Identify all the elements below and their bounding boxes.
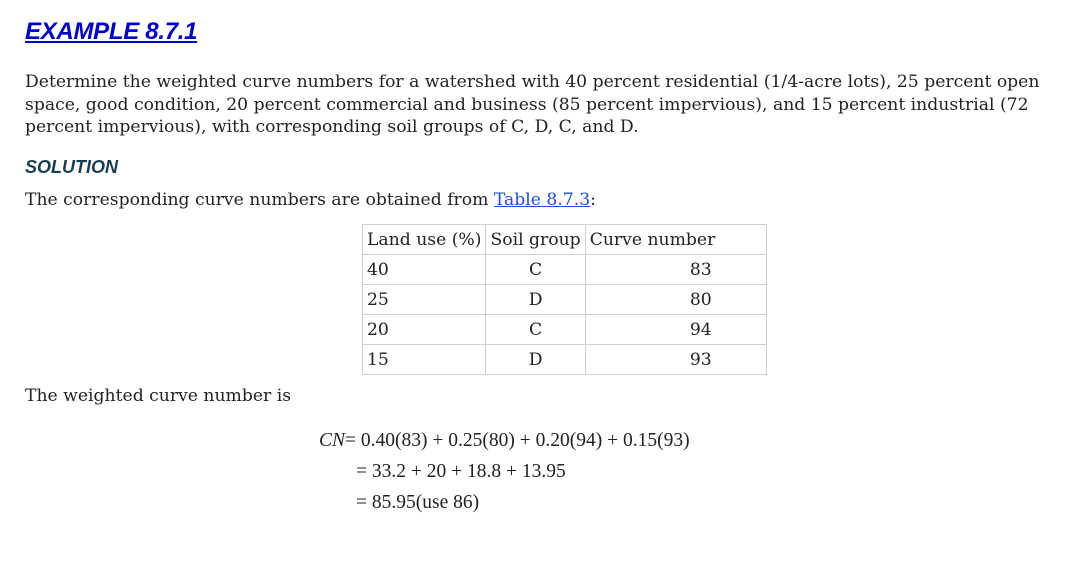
equation-line-1-rhs: = 0.40(83) + 0.25(80) + 0.20(94) + 0.15(93) (345, 430, 690, 451)
equation-line-3: = 85.95(use 86) (356, 492, 480, 513)
cell-soil-group: D (486, 285, 585, 315)
cell-curve-number: 93 (585, 345, 766, 375)
weighted-lead-text: The weighted curve number is (25, 386, 292, 406)
header-curve-number: Curve number (585, 225, 766, 255)
table-header-row (363, 225, 767, 255)
solution-heading: SOLUTION (25, 157, 118, 177)
table-row (363, 345, 767, 375)
problem-statement: Determine the weighted curve numbers for a watershed with 40 percent residential (1/4-acre lots), 25 percent open space, good condition, 20 percent commercial and business (85 percent impervious), and 15 percent industrial (72 percent impervious), with corresponding soil groups of C, D, C, and D. (25, 72, 1040, 137)
table-row (363, 315, 767, 345)
cell-soil-group: C (486, 255, 585, 285)
equation-variable-cn: CN (319, 430, 346, 451)
solution-lead-text: The corresponding curve numbers are obtained from (25, 190, 494, 210)
cell-land-use: 25 (363, 285, 486, 315)
cell-soil-group: C (486, 315, 585, 345)
equation-line-2: = 33.2 + 20 + 18.8 + 13.95 (356, 461, 566, 482)
cell-curve-number: 80 (585, 285, 766, 315)
table-reference-link[interactable]: Table 8.7.3 (493, 190, 591, 210)
cell-curve-number: 94 (585, 315, 766, 345)
cell-land-use: 40 (363, 255, 486, 285)
header-land-use: Land use (%) (363, 225, 486, 255)
cell-curve-number: 83 (585, 255, 766, 285)
solution-lead-colon: : (590, 190, 596, 210)
cell-land-use: 20 (363, 315, 486, 345)
solution-lead (25, 190, 596, 210)
table-row (363, 285, 767, 315)
cell-land-use: 15 (363, 345, 486, 375)
example-title-link[interactable]: EXAMPLE 8.7.1 (25, 18, 198, 45)
header-soil-group: Soil group (486, 225, 585, 255)
curve-number-table (362, 224, 767, 375)
equation-line-1 (319, 430, 690, 452)
cell-soil-group: D (486, 345, 585, 375)
table-row (363, 255, 767, 285)
